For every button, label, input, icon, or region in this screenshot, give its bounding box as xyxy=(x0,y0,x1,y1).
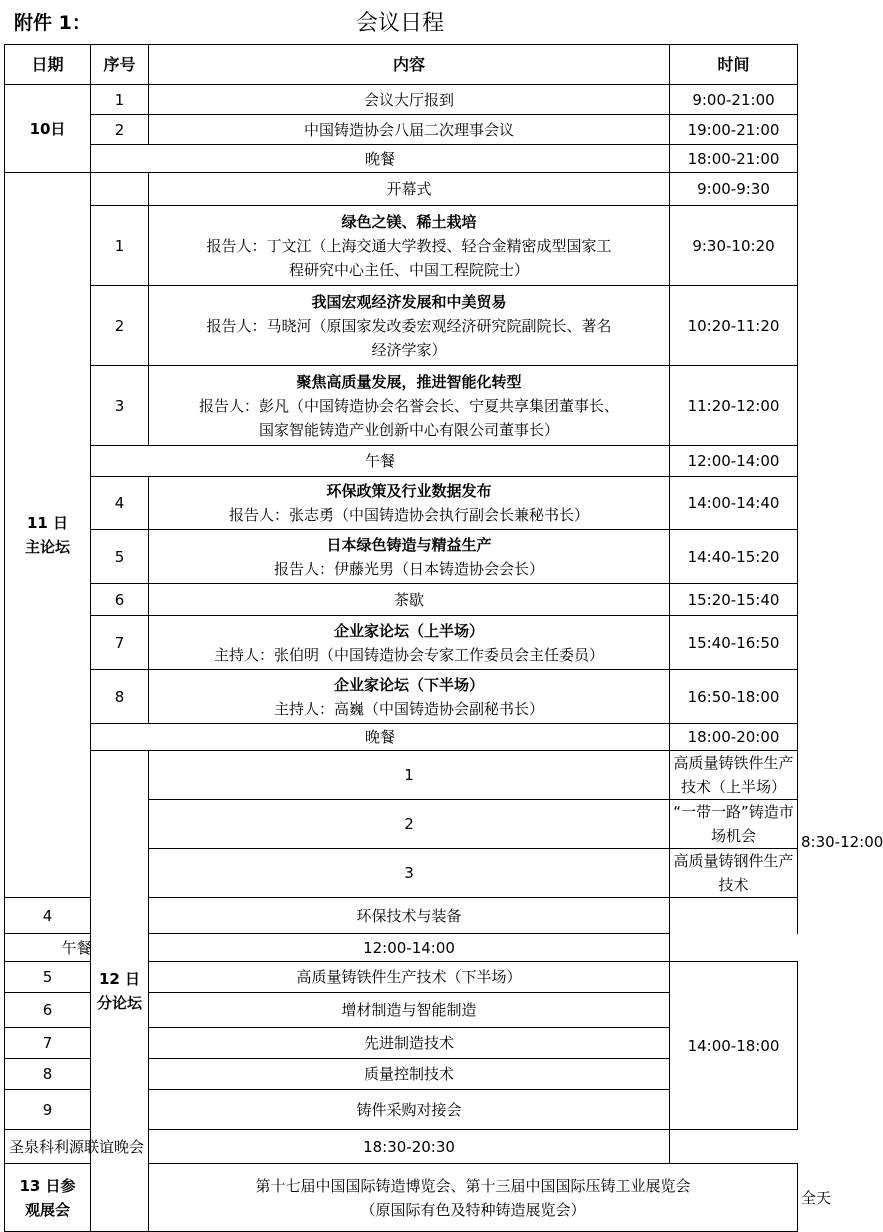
table-row xyxy=(5,85,798,115)
content-cell xyxy=(149,206,670,286)
content-cell: 中国铸造协会八届二次理事会议 xyxy=(149,115,670,145)
table-row xyxy=(5,206,798,286)
date-label: 13 日参 xyxy=(19,1176,76,1195)
table-row xyxy=(5,446,798,477)
seq-cell: 1 xyxy=(91,206,149,286)
talk-speaker-cont: 程研究中心主任、中国工程院院士） xyxy=(288,260,529,279)
content-cell xyxy=(149,670,670,724)
content-cell: 高质量铸铁件生产技术（上半场） xyxy=(670,751,798,800)
table-row xyxy=(5,145,798,173)
seq-cell: 8 xyxy=(5,1059,91,1090)
time-cell: 9:00-21:00 xyxy=(670,85,798,115)
talk-speaker: 报告人：马晓河（原国家发改委宏观经济研究院副院长、著名 xyxy=(206,316,612,335)
time-cell: 15:20-15:40 xyxy=(670,584,798,616)
table-header-row xyxy=(5,45,798,85)
content-cell: “一带一路”铸造市场机会 xyxy=(670,800,798,849)
expo-name-cont: （原国际有色及特种铸造展览会） xyxy=(360,1200,586,1219)
content-cell: 午餐 xyxy=(5,934,149,962)
table-row xyxy=(5,1130,798,1164)
document-header xyxy=(0,0,800,44)
talk-title: 环保政策及行业数据发布 xyxy=(326,482,492,500)
content-cell: 铸件采购对接会 xyxy=(149,1090,670,1130)
content-cell xyxy=(149,286,670,366)
time-cell: 10:20-11:20 xyxy=(670,286,798,366)
content-cell: 环保技术与装备 xyxy=(149,898,670,934)
time-cell: 14:00-18:00 xyxy=(670,962,798,1130)
schedule-table xyxy=(4,44,883,1232)
content-cell: 晚餐 xyxy=(91,724,670,751)
talk-title: 聚焦高质量发展，推进智能化转型 xyxy=(296,372,522,391)
content-cell: 增材制造与智能制造 xyxy=(149,993,670,1028)
table-row xyxy=(5,366,798,446)
table-row xyxy=(5,530,798,584)
column-header-time: 时间 xyxy=(670,45,798,85)
content-cell: 午餐 xyxy=(91,446,670,477)
date-sublabel: 主论坛 xyxy=(24,538,70,556)
seq-cell: 7 xyxy=(5,1028,91,1059)
time-cell: 11:20-12:00 xyxy=(670,366,798,446)
page-title: 会议日程 xyxy=(355,11,444,36)
seq-cell xyxy=(91,173,149,206)
time-cell: 14:40-15:20 xyxy=(670,530,798,584)
seq-cell: 5 xyxy=(91,530,149,584)
date-sublabel: 观展会 xyxy=(24,1200,70,1219)
time-cell: 16:50-18:00 xyxy=(670,670,798,724)
table-row: 13 日参 观展会 第十七届中国国际铸造博览会、第十三届中国国际压铸工业展览会 （原国际有色及特种铸造展览会） 全天 xyxy=(5,1164,798,1232)
content-cell: 高质量铸钢件生产技术 xyxy=(670,849,798,898)
time-cell: 18:00-20:00 xyxy=(670,724,798,751)
seq-cell: 2 xyxy=(149,800,670,849)
talk-title: 我国宏观经济发展和中美贸易 xyxy=(311,292,507,311)
talk-title: 企业家论坛（下半场） xyxy=(333,675,484,694)
content-cell xyxy=(149,366,670,446)
content-cell: 圣泉科利源联谊晚会 xyxy=(5,1130,149,1164)
seq-cell: 3 xyxy=(149,849,670,898)
table-row xyxy=(5,616,798,670)
time-cell: 9:00-9:30 xyxy=(670,173,798,206)
seq-cell: 2 xyxy=(91,286,149,366)
content-cell: 质量控制技术 xyxy=(149,1059,670,1090)
seq-cell: 1 xyxy=(149,751,670,800)
time-cell: 9:30-10:20 xyxy=(670,206,798,286)
column-header-date: 日期 xyxy=(5,45,91,85)
seq-cell: 4 xyxy=(91,477,149,530)
seq-cell: 9 xyxy=(5,1090,91,1130)
content-cell xyxy=(149,530,670,584)
seq-cell: 2 xyxy=(91,115,149,145)
date-sublabel: 分论坛 xyxy=(96,994,142,1012)
table-row: 12 日 分论坛 1 高质量铸铁件生产技术（上半场） 8:30-12:00 xyxy=(5,751,798,800)
column-header-content: 内容 xyxy=(149,45,670,85)
talk-speaker: 报告人：张志勇（中国铸造协会执行副会长兼秘书长） xyxy=(228,506,589,524)
content-cell: 晚餐 xyxy=(91,145,670,173)
table-row xyxy=(5,173,798,206)
content-cell: 先进制造技术 xyxy=(149,1028,670,1059)
expo-name: 第十七届中国国际铸造博览会、第十三届中国国际压铸工业展览会 xyxy=(255,1176,691,1195)
date-cell-13 xyxy=(5,1164,91,1232)
content-cell xyxy=(149,477,670,530)
talk-speaker-cont: 国家智能铸造产业创新中心有限公司董事长） xyxy=(258,420,559,439)
talk-speaker: 报告人：丁文江（上海交通大学教授、轻合金精密成型国家工 xyxy=(206,236,612,255)
talk-host: 主持人：张伯明（中国铸造协会专家工作委员会主任委员） xyxy=(213,645,604,664)
content-cell: 会议大厅报到 xyxy=(149,85,670,115)
content-cell: 茶歇 xyxy=(149,584,670,616)
time-cell: 18:00-21:00 xyxy=(670,145,798,173)
table-row xyxy=(5,670,798,724)
seq-cell: 4 xyxy=(5,898,91,934)
seq-cell: 7 xyxy=(91,616,149,670)
attachment-label: 附件 1： xyxy=(14,12,91,34)
seq-cell: 1 xyxy=(91,85,149,115)
date-label: 12 日 xyxy=(98,970,141,988)
seq-cell: 5 xyxy=(5,962,91,993)
time-cell: 15:40-16:50 xyxy=(670,616,798,670)
table-row xyxy=(5,724,798,751)
date-label: 11 日 xyxy=(26,514,69,532)
content-cell xyxy=(149,1164,798,1232)
talk-title: 日本绿色铸造与精益生产 xyxy=(326,535,492,554)
table-row xyxy=(5,286,798,366)
seq-cell: 8 xyxy=(91,670,149,724)
table-row xyxy=(5,584,798,616)
time-cell: 12:00-14:00 xyxy=(670,446,798,477)
column-header-seq: 序号 xyxy=(91,45,149,85)
talk-host: 主持人：高巍（中国铸造协会副秘书长） xyxy=(273,699,544,718)
table-row xyxy=(5,115,798,145)
time-cell: 19:00-21:00 xyxy=(670,115,798,145)
time-cell: 18:30-20:30 xyxy=(149,1130,670,1164)
seq-cell: 3 xyxy=(91,366,149,446)
talk-speaker-cont: 经济学家） xyxy=(371,340,447,359)
date-cell-10: 10日 xyxy=(5,85,91,173)
time-cell: 14:00-14:40 xyxy=(670,477,798,530)
content-cell: 高质量铸铁件生产技术（下半场） xyxy=(149,962,670,993)
date-cell-11 xyxy=(5,173,91,898)
seq-cell: 6 xyxy=(5,993,91,1028)
talk-speaker: 报告人：伊藤光男（日本铸造协会会长） xyxy=(273,559,544,578)
table-row xyxy=(5,934,798,962)
table-row xyxy=(5,477,798,530)
content-cell: 开幕式 xyxy=(149,173,670,206)
seq-cell: 6 xyxy=(91,584,149,616)
content-cell xyxy=(149,616,670,670)
time-cell: 12:00-14:00 xyxy=(149,934,670,962)
talk-title: 绿色之镁、稀土栽培 xyxy=(341,212,477,231)
talk-title: 企业家论坛（上半场） xyxy=(333,621,484,640)
talk-speaker: 报告人：彭凡（中国铸造协会名誉会长、宁夏共享集团董事长、 xyxy=(198,396,619,415)
